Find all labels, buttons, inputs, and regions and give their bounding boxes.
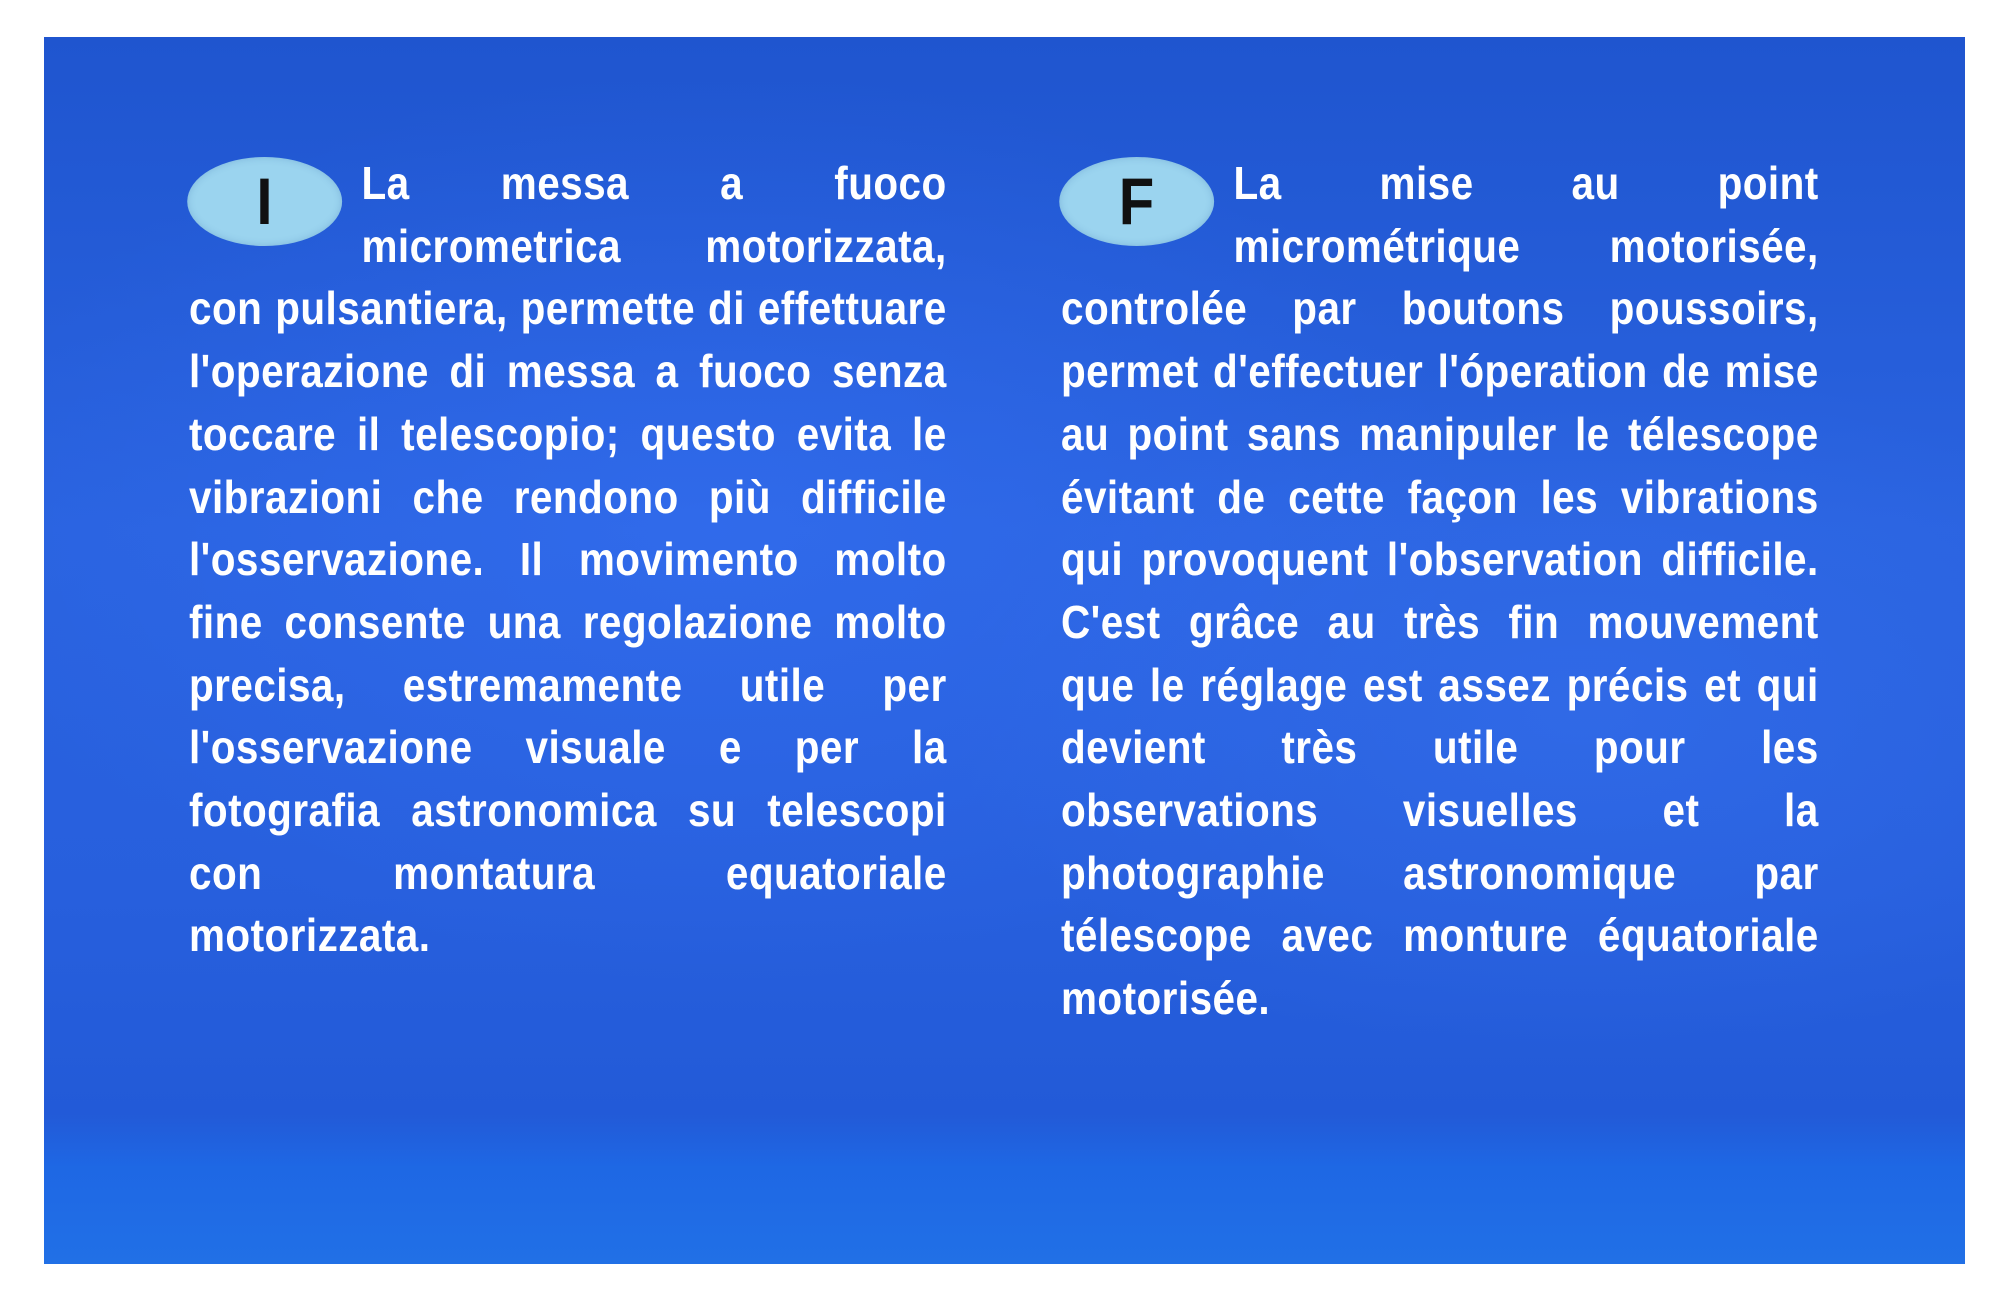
french-paragraph: La mise au point micrométrique motorisée, controlée par boutons poussoirs, permet d'effectuer l'óperation de mise au point sans manipuler le télescope évitant de cette façon les vibrations qui provoquent l'observation difficile. C'est grâce au très fin mouvement que le réglage est assez précis et qui devient très utile pour les observations visuelles et la photographie astronomique par télescope avec monture équatoriale motorisée.: [1061, 157, 1819, 1025]
blue-instruction-panel: [44, 37, 1965, 1264]
italian-section: [189, 152, 947, 967]
french-section: [1061, 152, 1819, 1030]
bottom-band-decoration: [44, 1114, 1965, 1264]
language-badge-french: F: [1059, 157, 1214, 246]
language-badge-italian: I: [187, 157, 342, 246]
italian-paragraph: La messa a fuoco micrometrica motorizzata, con pulsantiera, permette di effettuare l'operazione di messa a fuoco senza toccare il telescopio; questo evita le vibrazioni che rendono più difficile l'osservazione. Il movimento molto fine consente una regolazione molto precisa, estremamente utile per l'osservazione visuale e per la fotografia astronomica su telescopi con montatura equatoriale motorizzata.: [189, 157, 947, 962]
